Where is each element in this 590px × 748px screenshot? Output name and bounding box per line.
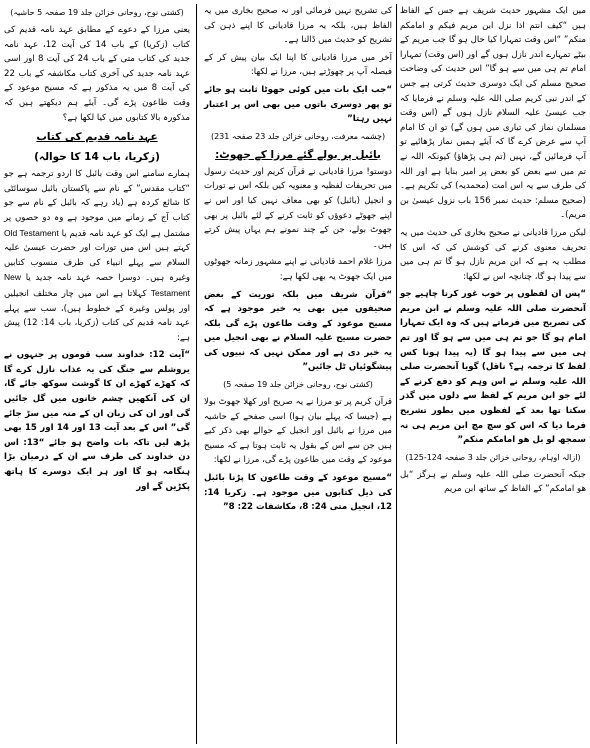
quotation: “قرآن شریف میں بلکہ توریت کے بعض صحیفوں میں بھی یہ خبر موجود ہے کہ مسیح موعود کے وقت طاعون پڑے گی بلکہ حضرت مسیح علیہ السلام نے بھی انجیل میں یہ خبر دی ہے اور ممکن نہیں کہ نبیوں کی پیشگوئیاں ٹل جائیں” [204,289,392,373]
section-heading: عہد نامہ قدیم کی کتاب [36,131,158,144]
paragraph: کی تشریح نہیں فرمائی اور نہ صحیح بخاری میں یہ الفاظ ہیں، بلکہ یہ مرزا قادیانی کا اپنے ذہن کی تشریح کو حدیث میں ڈالنا ہے۔ [204,6,392,46]
left-column [4,4,190,744]
middle-column [204,4,392,744]
paragraph: میں ایک مشہور حدیث شریف ہے جس کے الفاظ ہیں “کیف انتم اذا نزل ابن مریم فیکم و امامکم منکم” “اس وقت تمہارا کیا حال ہو گا جب مریم کے بیٹے تمہارے اندر نازل ہوں گے اور (اس وقت) تمہارا امام تم ہی میں سے ہو گا” اس حدیث کی وضاحت صحیح مسلم کی ایک دوسری حدیث کرتی ہے جس کے اندر نبی کریم صلی اللہ علیہ وسلم نے فرمایا کہ جب عیسیٰ علیہ السلام نازل ہوں گے (اس وقت مسلمان نماز کی تیاری میں ہوں گے) تو ان کا امام آپ سے عرض کرے گا کہ آیئے ہمیں نماز پڑھائیے تو آپ فرمائیں گے، نہیں (تم ہی پڑھاؤ) کیونکہ اللہ نے تم میں سے بعض کو بعض پر امیر بنایا ہے اور اللہ کی طرف سے یہ اس امت (محمدیہ) کی تکریم ہے۔ (صحیح مسلم: حدیث نمبر 156 باب نزول عیسیٰ بن مریم)۔ [400,6,586,221]
section-heading: بائبل پر بولے گئے مرزا کے جھوٹ: [215,148,381,161]
paragraph: مرزا غلام احمد قادیانی نے اپنے مشہور زمانہ جھوٹوں میں ایک جھوٹ یہ بھی لکھا ہے: [204,257,392,282]
section-subheading: (زکریا، باب 14 کا حوالہ) [34,151,160,164]
paragraph-text: کہتے ہیں اس میں تورات اور حضرت عیسیٰ علیہ السلام سے پہلے انبیاء کی طرف منسوب کتابیں وغیرہ ہیں۔ دوسرا حصہ عہد نامہ جدید یا [4,243,190,284]
paragraph: یعنی مرزا کے دعوے کے مطابق عہد نامہ قدیم کی کتاب (زکریا) کے باب 14 کی آیت 12، عہد نامہ جدید کی کتاب متی کے باب 24 کی آیت 8 اور اسی عہد نامہ جدید کی آخری کتاب مکاشفہ کے باب 22 کی آیت 8 میں یہ مذکور ہے کہ مسیح موعود کے وقت طاعون پڑے گی۔ آیئے ہم دیکھتے ہیں کہ مذکورہ بالا کتابوں میں کیا لکھا ہے؟ [4,25,190,123]
right-column [400,4,586,744]
paragraph-text: ہمارے سامنے اس وقت بائبل کا اردو ترجمہ ہے جو “کتاب مقدس” کے نام سے پاکستان بائبل سوسائٹی کا شائع کردہ ہے (یاد رہے کہ بائبل کے نام سے جو کتاب آج کے زمانے میں موجود ہے وہ دو حصوں پر مشتمل ہے ایک کو عہد نامہ قدیم یا [4,169,190,239]
quotation: “مسیح موعود کے وقت طاعون کا پڑنا بائبل کی ذیل کتابوں میں موجود ہے۔ زکریا 14: 12، انجیل متی 24: 8، مکاشفات 22: 8” [204,473,392,513]
english-term: New Testament [4,272,191,298]
column-divider [196,4,197,744]
reference: (چشمہ معرفت، روحانی خزائن جلد 23 صفحہ 231) [210,131,386,141]
paragraph-text: کہلاتا ہے اس میں چار مختلف انجیلیں اور پولس وغیرہ کے خطوط ہیں)، سب سے پہلے عہد نامہ قدیم کی کتاب (زکریا، باب 14: 12) پیش ہے: [4,288,190,343]
paragraph: جبکہ آنحضرت صلی اللہ علیہ وسلم نے ہرگز “بل ھو امامکم” کے الفاظ کے ساتھ ابن مریم [400,469,586,495]
reference: (کشتی نوح، روحانی خزائن جلد 19 صفحہ 5) [223,380,373,390]
paragraph: آخر میں مرزا قادیانی کا اپنا ایک بیان پیش کر کے فیصلہ آپ پر چھوڑتے ہیں، مرزا نے لکھا: [204,52,392,78]
quotation: “جب ایک بات میں کوئی جھوٹا ثابت ہو جائے تو پھر دوسری باتوں میں بھی اس پر اعتبار نہیں رہتا” [204,84,392,125]
quotation: “پس ان لفظوں پر خوب غور کرنا چاہیے جو آنحضرت صلی اللہ علیہ وسلم نے ابن مریم کی تصریح میں فرماتے ہیں کہ وہ ایک تمہارا امام ہو گا جو تم ہی میں سے ہو گا اور تم ہی میں سے پیدا ہو گا (یہ پیدا ہونا کس لفظ کا ترجمہ ہے؟ ناقل) گویا آنحضرت صلی اللہ علیہ وسلم نے اس وہم کو دفع کرنے کے لئے جو ابن مریم کے لفظ سے دلوں میں گذر سکتا تھا بعد کے لفظوں میں بطور تشریح فرما دیا کہ اس کو سچ مچ ابن مریم ہی نہ سمجھ لو بل ھو امامکم منکم” [400,289,586,446]
reference: (ازالہ اوہام، روحانی خزائن جلد 3 صفحہ 124-125) [405,452,581,462]
paragraph: قرآن کریم پر تو مرزا نے یہ صریح اور کھلا جھوٹ بولا ہے (جیسا کہ پہلے بیان ہوا) اسی صفحے کے حاشیہ میں مرزا نے بائبل اور انجیل کے حوالے بھی ذکر کیے ہیں جن سے اس کے بقول یہ ثابت ہوتا ہے کہ مسیح موعود کے وقت میں طاعون پڑے گی، مرزا نے لکھا: [204,397,392,466]
english-term: Old Testament [4,227,59,238]
quotation: “آیت 12: خداوند سب قوموں پر جنہوں نے یروشلم سے جنگ کی یہ عذاب نازل کرے گا کہ کھڑے کھڑے ان کا گوشت سوکھ جائے گا، ان کی آنکھیں چشم خانوں میں گل جائیں گی اور ان کی زبان ان کے منہ میں سڑ جائے گی” اس کے بعد آیت 13 اور 14 اور 15 بھی پڑھ لیں تاکہ بات واضح ہو جائے “13: اس دن خداوند کی طرف سے ان کے درمیان بڑا ہنگامہ ہو گا اور ہر ایک دوسرے کا ہاتھ پکڑیں گے اور [4,350,191,492]
paragraph: دوستو! مرزا قادیانی نے قرآن کریم اور حدیث رسول میں تحریفات لفظیہ و معنویہ کیں بلکہ اس نے تورات و انجیل (بائبل) کو بھی معاف نہیں کیا اور اس نے اپنے جھوٹے دعوؤں کو ثابت کرنے کے لئے بائبل پر بھی جھوٹ بولے، جن کے چند نمونے ہم یہاں پیش کرتے ہیں۔ [204,166,392,250]
reference: (کشتی نوح، روحانی خزائن جلد 19 صفحہ 5 حاشیہ) [10,8,184,17]
paragraph [4,167,190,345]
column-divider [396,4,397,744]
paragraph: لیکن مرزا قادیانی نے صحیح بخاری کی حدیث میں یہ تحریف معنوی کرنے کی کوشش کی کہ اس کا مطلب یہ ہے کہ ابن مریم نازل ہو گا تم ہی میں سے پیدا ہو گا، چنانچہ اس نے لکھا: [400,227,586,282]
